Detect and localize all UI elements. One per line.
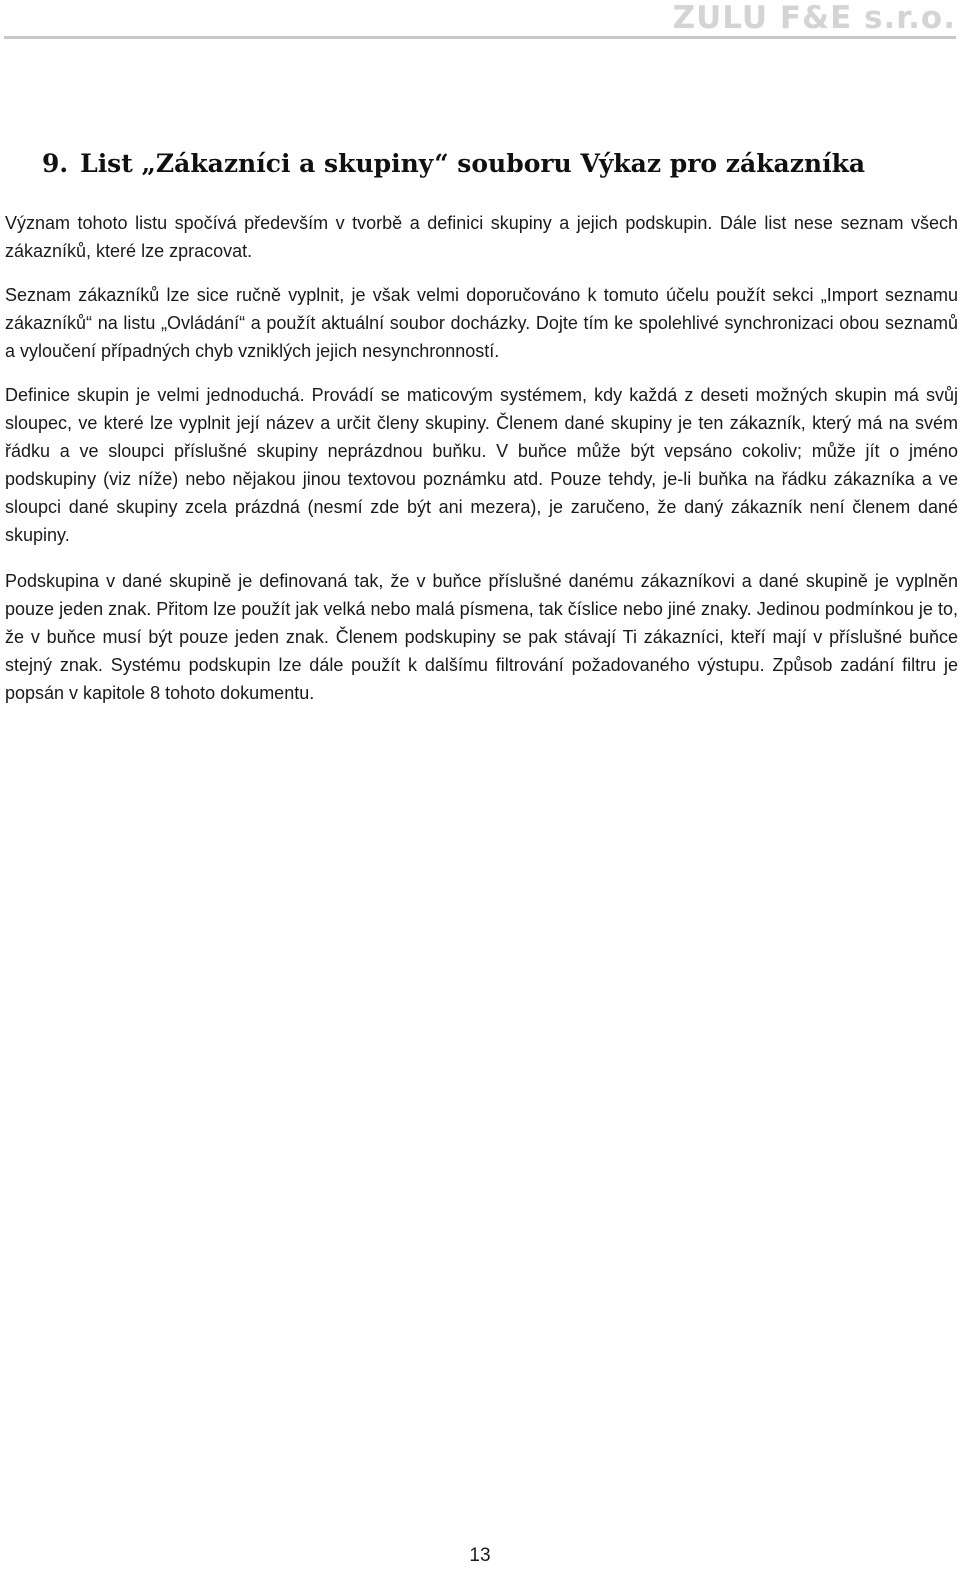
- header-divider: [4, 36, 956, 39]
- section-title: List „Zákazníci a skupiny“ souboru Výkaz pro zákazníka: [80, 149, 866, 178]
- paragraph-group-definition: Definice skupin je velmi jednoduchá. Provádí se maticovým systémem, kdy každá z deseti možných skupin má svůj sloupec, ve které lze vyplnit její název a určit členy skupiny. Členem dané skupiny je ten zákazník, který má na svém řádku a ve sloupci příslušné skupiny neprázdnou buňku. V buňce může být vepsáno cokoliv; může jít o jméno podskupiny (viz níže) nebo nějakou jinou textovou poznámku atd. Pouze tehdy, je-li buňka na řádku zákazníka a ve sloupci dané skupiny zcela prázdná (nesmí zde být ani mezera), je zaručeno, že daný zákazník není členem dané skupiny.: [5, 385, 958, 545]
- company-logo-text: ZULU F&E s.r.o.: [672, 0, 956, 36]
- section-number: 9.: [42, 149, 69, 178]
- document-body: [5, 209, 958, 707]
- paragraph-customer-list: Seznam zákazníků lze sice ručně vyplnit, je však velmi doporučováno k tomuto účelu použít sekci „Import seznamu zákazníků“ na listu „Ovládání“ a použít aktuální soubor docházky. Dojte tím ke spolehlivé synchronizaci obou seznamů a vyloučení případných chyb vzniklých jejich nesynchronností.: [5, 285, 958, 361]
- page-number: 13: [469, 1545, 491, 1566]
- section-heading: [42, 148, 942, 180]
- paragraph-intro: Význam tohoto listu spočívá především v tvorbě a definici skupiny a jejich podskupin. Dále list nese seznam všech zákazníků, které lze zpracovat.: [5, 213, 958, 261]
- paragraph-subgroup: Podskupina v dané skupině je definovaná tak, že v buňce příslušné danému zákazníkovi a dané skupině je vyplněn pouze jeden znak. Přitom lze použít jak velká nebo malá písmena, tak číslice nebo jiné znaky. Jedinou podmínkou je to, že v buňce musí být pouze jeden znak. Členem podskupiny se pak stávají Ti zákazníci, kteří mají v příslušné buňce stejný znak. Systému podskupin lze dále použít k dalšímu filtrování požadovaného výstupu. Způsob zadání filtru je popsán v kapitole 8 tohoto dokumentu.: [5, 571, 958, 703]
- page-header: [0, 0, 960, 40]
